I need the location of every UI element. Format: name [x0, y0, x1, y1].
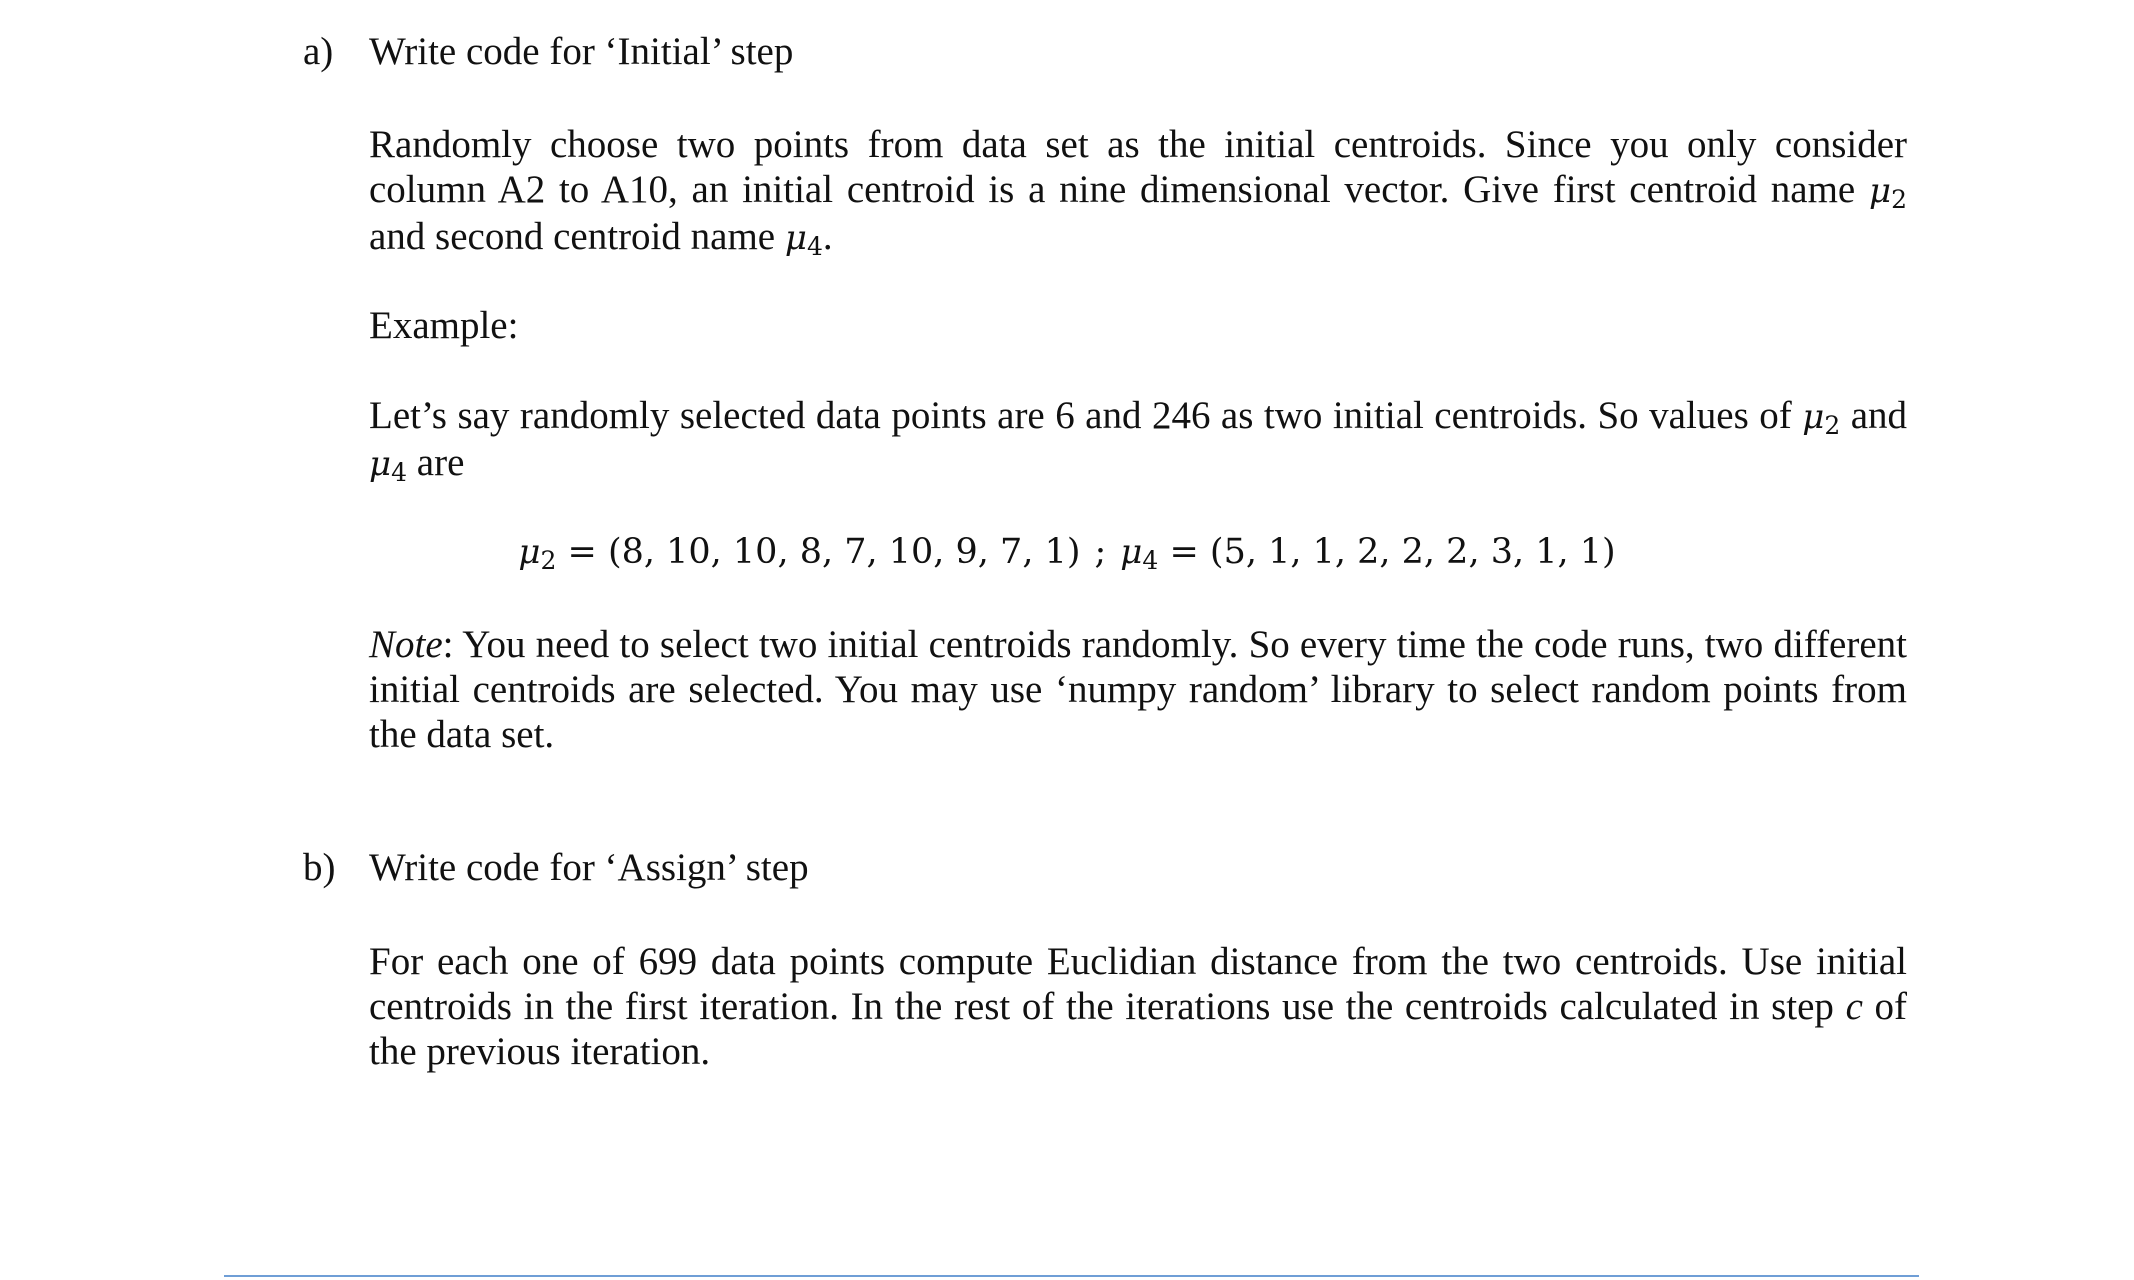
mu4-symbol: $\mu_4$ — [369, 444, 408, 487]
mu4-values: (5, 1, 1, 2, 2, 2, 3, 1, 1) — [1209, 532, 1616, 572]
bottom-divider — [224, 1275, 1919, 1277]
mu2-symbol: $\mu_2$ — [1802, 397, 1841, 440]
para1-end: . — [822, 215, 833, 258]
para2-and: and — [1850, 394, 1907, 437]
mu2-symbol: $\mu_2$ — [518, 532, 557, 575]
section-b-title: Write code for ‘Assign’ step — [369, 846, 809, 889]
section-b-paragraph — [369, 939, 1907, 1074]
centroid-equation — [0, 528, 2134, 576]
section-b-text: For each one of 699 data points compute Euclidian distance from the two centroids. Use initial centroids in the first iteration. In the rest of the iterations use the centroids calculated in step — [369, 940, 1907, 1028]
para2-are: are — [416, 441, 465, 484]
section-a-heading — [303, 29, 793, 75]
section-a-title: Write code for ‘Initial’ step — [369, 30, 794, 73]
section-b-heading — [303, 845, 809, 891]
note-paragraph — [369, 622, 1907, 757]
mu2-symbol: $\mu_2$ — [1869, 171, 1908, 214]
mu4-symbol: $\mu_4$ — [784, 218, 823, 261]
equals-sign: = — [567, 532, 597, 572]
section-b-end: of the previous iteration. — [369, 985, 1907, 1073]
para1-mid: and second centroid name — [369, 215, 776, 258]
para2-text: Let’s say randomly selected data points are 6 and 246 as two initial centroids. So values of — [369, 394, 1792, 437]
note-text: : You need to select two initial centroids randomly. So every time the code runs, two different initial centroids are selected. You may use ‘numpy random’ library to select random points from the data set. — [369, 623, 1907, 756]
section-a-paragraph-2 — [369, 393, 1907, 487]
mu2-values: (8, 10, 10, 8, 7, 10, 9, 7, 1) — [607, 532, 1081, 572]
mu4-symbol: $\mu_4$ — [1120, 532, 1159, 575]
equation-separator: ; — [1094, 532, 1107, 572]
note-label: Note — [369, 623, 443, 666]
step-variable: c — [1845, 985, 1863, 1028]
para1-text: Randomly choose two points from data set as the initial centroids. Since you only consider column A2 to A10, an initial centroid is a nine dimensional vector. Give first centroid name — [369, 123, 1907, 211]
example-label: Example: — [369, 304, 519, 347]
section-b-marker: b) — [303, 846, 336, 889]
equals-sign: = — [1169, 532, 1199, 572]
section-a-paragraph-1 — [369, 122, 1907, 261]
section-a-marker: a) — [303, 30, 334, 73]
